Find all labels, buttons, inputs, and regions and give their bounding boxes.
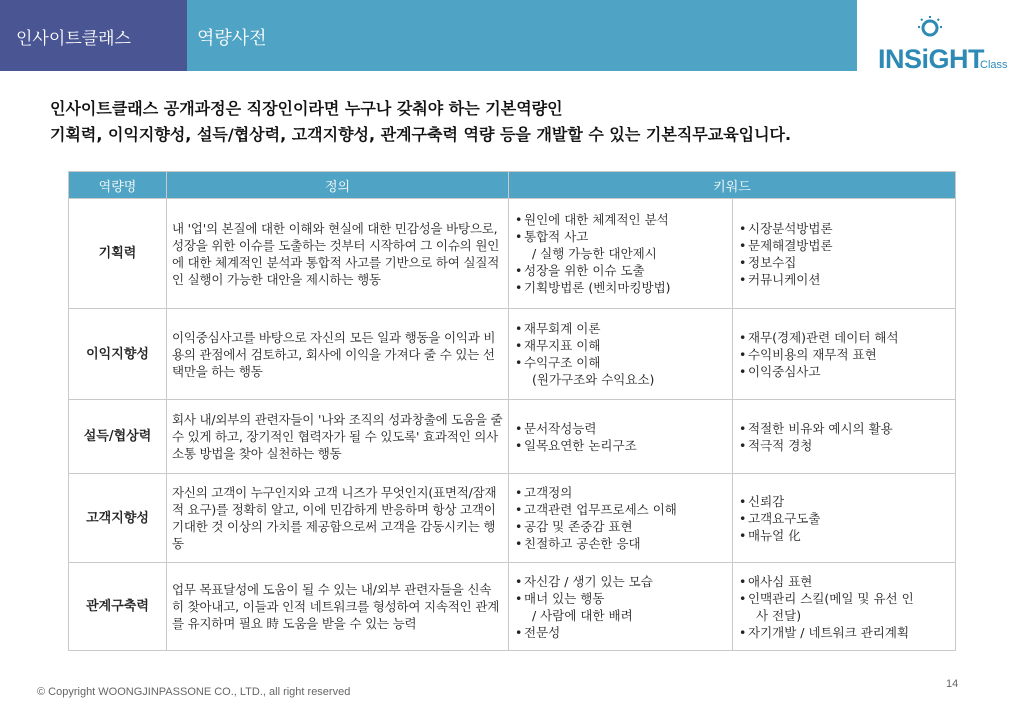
keyword-item: • 매뉴얼 化 [739, 527, 949, 544]
keyword-item: • 원인에 대한 체계적인 분석 [515, 211, 726, 228]
keyword-item: • 재무지표 이해 [515, 337, 726, 354]
keywords-secondary [733, 474, 956, 563]
keyword-item: • 자신감 / 생기 있는 모습 [515, 573, 726, 590]
keyword-item: • 재무회계 이론 [515, 320, 726, 337]
page-title: 역량사전 [197, 28, 267, 49]
logo-sub-text: Class [980, 59, 1008, 71]
keyword-item: • 수익구조 이해 [515, 354, 726, 371]
keywords-secondary [733, 563, 956, 651]
keyword-item: • 성장을 위한 이슈 도출 [515, 262, 726, 279]
keyword-item: • 문제해결방법론 [739, 237, 949, 254]
competency-definition: 회사 내/외부의 관련자들이 '나와 조직의 성과창출에 도움을 줄 수 있게 하고, 장기적인 협력자가 될 수 있도록' 효과적인 의사소통 방법을 찾아 실천하는 행동 [167, 400, 509, 474]
keyword-item: / 사람에 대한 배려 [532, 607, 633, 623]
competency-name: 고객지향성 [69, 474, 167, 563]
page-number: 14 [946, 678, 959, 690]
keyword-item: • 수익비용의 재무적 표현 [739, 346, 949, 363]
header-brand-bar [0, 0, 187, 71]
competency-definition: 이익중심사고를 바탕으로 자신의 모든 일과 행동을 이익과 비용의 관점에서 검토하고, 회사에 이익을 가져다 줄 수 있는 선택만을 하는 행동 [167, 309, 509, 400]
competency-definition: 자신의 고객이 누구인지와 고객 니즈가 무엇인지(표면적/잠재적 요구)를 정확히 알고, 이에 민감하게 반응하며 항상 고객이 기대한 것 이상의 가치를 제공함으로써 고객을 감동시키는 행동 [167, 474, 509, 563]
keyword-item: • 시장분석방법론 [739, 220, 949, 237]
keyword-item: • 통합적 사고 [515, 228, 726, 245]
keyword-item: • 친절하고 공손한 응대 [515, 535, 726, 552]
keywords-primary [509, 474, 733, 563]
competency-definition: 업무 목표달성에 도움이 될 수 있는 내/외부 관련자들을 신속히 찾아내고, 이들과 인적 네트워크를 형성하여 지속적인 관계를 유지하며 필요 時 도움을 받을 수 있는 능력 [167, 563, 509, 651]
competency-name: 관계구축력 [69, 563, 167, 651]
keyword-item: • 신뢰감 [739, 493, 949, 510]
keyword-item: • 기획방법론 (벤치마킹방법) [515, 279, 726, 296]
table-row [69, 199, 956, 309]
header-brand: 인사이트클래스 [16, 29, 131, 49]
table-row [69, 474, 956, 563]
intro-text [50, 96, 1010, 148]
keyword-item: • 적극적 경청 [739, 437, 949, 454]
keyword-item: • 자기개발 / 네트워크 관리계획 [739, 624, 949, 641]
keyword-item: • 이익중심사고 [739, 363, 949, 380]
keyword-item: • 공감 및 존중감 표현 [515, 518, 726, 535]
keyword-item: 사 전달) [756, 607, 802, 623]
keywords-secondary [733, 309, 956, 400]
competency-table [68, 171, 956, 651]
keyword-item: • 애사심 표현 [739, 573, 949, 590]
keyword-item: • 적절한 비유와 예시의 활용 [739, 420, 949, 437]
insight-class-logo [872, 14, 1017, 74]
keyword-item: • 전문성 [515, 624, 726, 641]
keyword-item: • 매너 있는 행동 [515, 590, 726, 607]
competency-definition: 내 '업'의 본질에 대한 이해와 현실에 대한 민감성을 바탕으로,성장을 위한 이슈를 도출하는 것부터 시작하여 그 이슈의 원인에 대한 체계적인 분석과 통합적 사고를 기반으로 하여 실질적인 실행이 가능한 대안을 제시하는 행동 [167, 199, 509, 309]
intro-line-1: 인사이트클래스 공개과정은 직장인이라면 누구나 갖춰야 하는 기본역량인 [50, 99, 563, 118]
table-row [69, 309, 956, 400]
keyword-item: / 실행 가능한 대안제시 [532, 246, 657, 261]
header-competency: 역량명 [69, 172, 167, 199]
lightbulb-icon [910, 14, 950, 44]
header-definition: 정의 [167, 172, 509, 199]
keyword-item: (원가구조와 수익요소) [532, 372, 655, 387]
table-row [69, 563, 956, 651]
keyword-item: • 고객관련 업무프로세스 이해 [515, 501, 726, 518]
keyword-item: • 고객요구도출 [739, 510, 949, 527]
keywords-primary [509, 309, 733, 400]
competency-name: 이익지향성 [69, 309, 167, 400]
keyword-item: • 일목요연한 논리구조 [515, 437, 726, 454]
keywords-primary [509, 563, 733, 651]
keywords-secondary [733, 400, 956, 474]
table-header-row [69, 172, 956, 199]
keyword-item: • 인맥관리 스킬(메일 및 유선 인 [739, 590, 949, 607]
keyword-item: • 정보수집 [739, 254, 949, 271]
keyword-item: • 문서작성능력 [515, 420, 726, 437]
competency-name: 설득/협상력 [69, 400, 167, 474]
header-title-bar [187, 0, 857, 71]
keyword-item: • 재무(경제)관련 데이터 해석 [739, 329, 949, 346]
logo-main-text: INSiGHT [878, 44, 985, 74]
intro-line-2: 기획력, 이익지향성, 설득/협상력, 고객지향성, 관계구축력 역량 등을 개발할 수 있는 기본직무교육입니다. [50, 125, 792, 144]
copyright-text: © Copyright WOONGJINPASSONE CO., LTD., all right reserved [37, 686, 351, 698]
keyword-item: • 커뮤니케이션 [739, 271, 949, 288]
keywords-secondary [733, 199, 956, 309]
keywords-primary [509, 199, 733, 309]
header-keywords: 키워드 [509, 172, 956, 199]
keywords-primary [509, 400, 733, 474]
table-row [69, 400, 956, 474]
keyword-item: • 고객정의 [515, 484, 726, 501]
competency-name: 기획력 [69, 199, 167, 309]
